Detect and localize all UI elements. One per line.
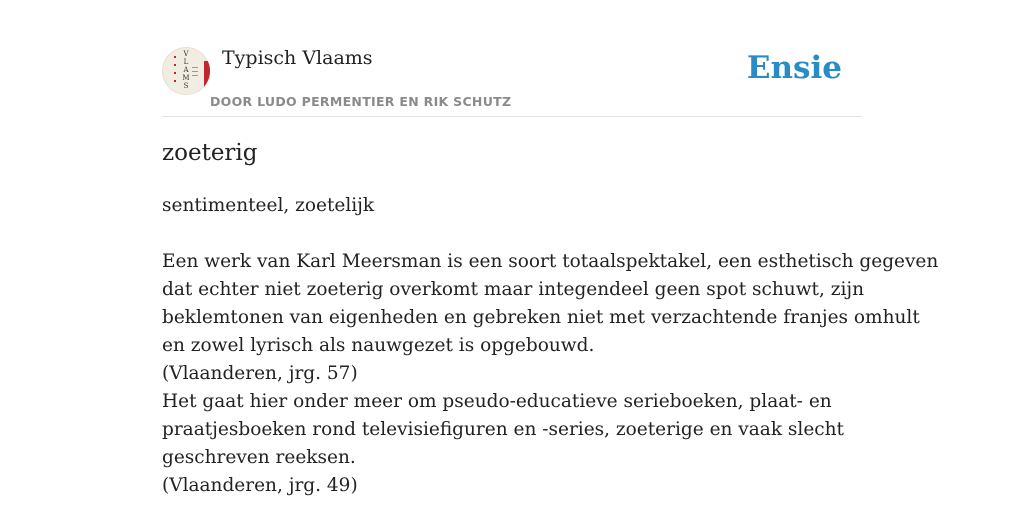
source-citation: (Vlaanderen, jrg. 57): [162, 363, 358, 384]
avatar[interactable]: [162, 47, 210, 95]
source-citation: (Vlaanderen, jrg. 49): [162, 475, 358, 496]
avatar-line: [192, 71, 198, 72]
avatar-line: [192, 67, 198, 68]
byline: DOOR LUDO PERMENTIER EN RIK SCHUTZ: [210, 94, 512, 109]
avatar-mark: [174, 64, 176, 66]
avatar-letter: L: [183, 58, 189, 66]
page-title: zoeterig: [162, 140, 258, 166]
avatar-mark: [174, 80, 176, 82]
body-line: dat echter niet zoeterig overkomt maar integendeel geen spot schuwt, zijn: [162, 279, 865, 300]
avatar-stripe: [204, 61, 210, 87]
body-line: en zowel lyrisch als nauwgezet is opgebouwd.: [162, 335, 595, 356]
body-line: Het gaat hier onder meer om pseudo-educatieve serieboeken, plaat- en: [162, 391, 832, 412]
blog-title[interactable]: Typisch Vlaams: [222, 47, 373, 69]
blog-header: [162, 44, 862, 117]
avatar-letters: [179, 50, 193, 90]
body-line: geschreven reeksen.: [162, 447, 356, 468]
avatar-letter: A: [183, 66, 189, 74]
definition: sentimenteel, zoetelijk: [162, 195, 375, 216]
body-line: beklemtonen van eigenheden en gebreken niet met verzachtende franjes omhult: [162, 307, 920, 328]
avatar-letter: S: [183, 82, 189, 90]
avatar-mark: [174, 56, 176, 58]
avatar-line: [192, 75, 198, 76]
entry-content: [162, 192, 939, 500]
brand-logo[interactable]: Ensie: [746, 50, 842, 86]
paragraph-gap: [162, 220, 872, 248]
avatar-letter: M: [182, 74, 190, 82]
body-line: Een werk van Karl Meersman is een soort totaalspektakel, een esthetisch gegeven: [162, 251, 939, 272]
avatar-mark: [174, 72, 176, 74]
body-line: praatjesboeken rond televisiefiguren en -series, zoeterige en vaak slecht: [162, 419, 844, 440]
avatar-letter: V: [183, 50, 189, 58]
